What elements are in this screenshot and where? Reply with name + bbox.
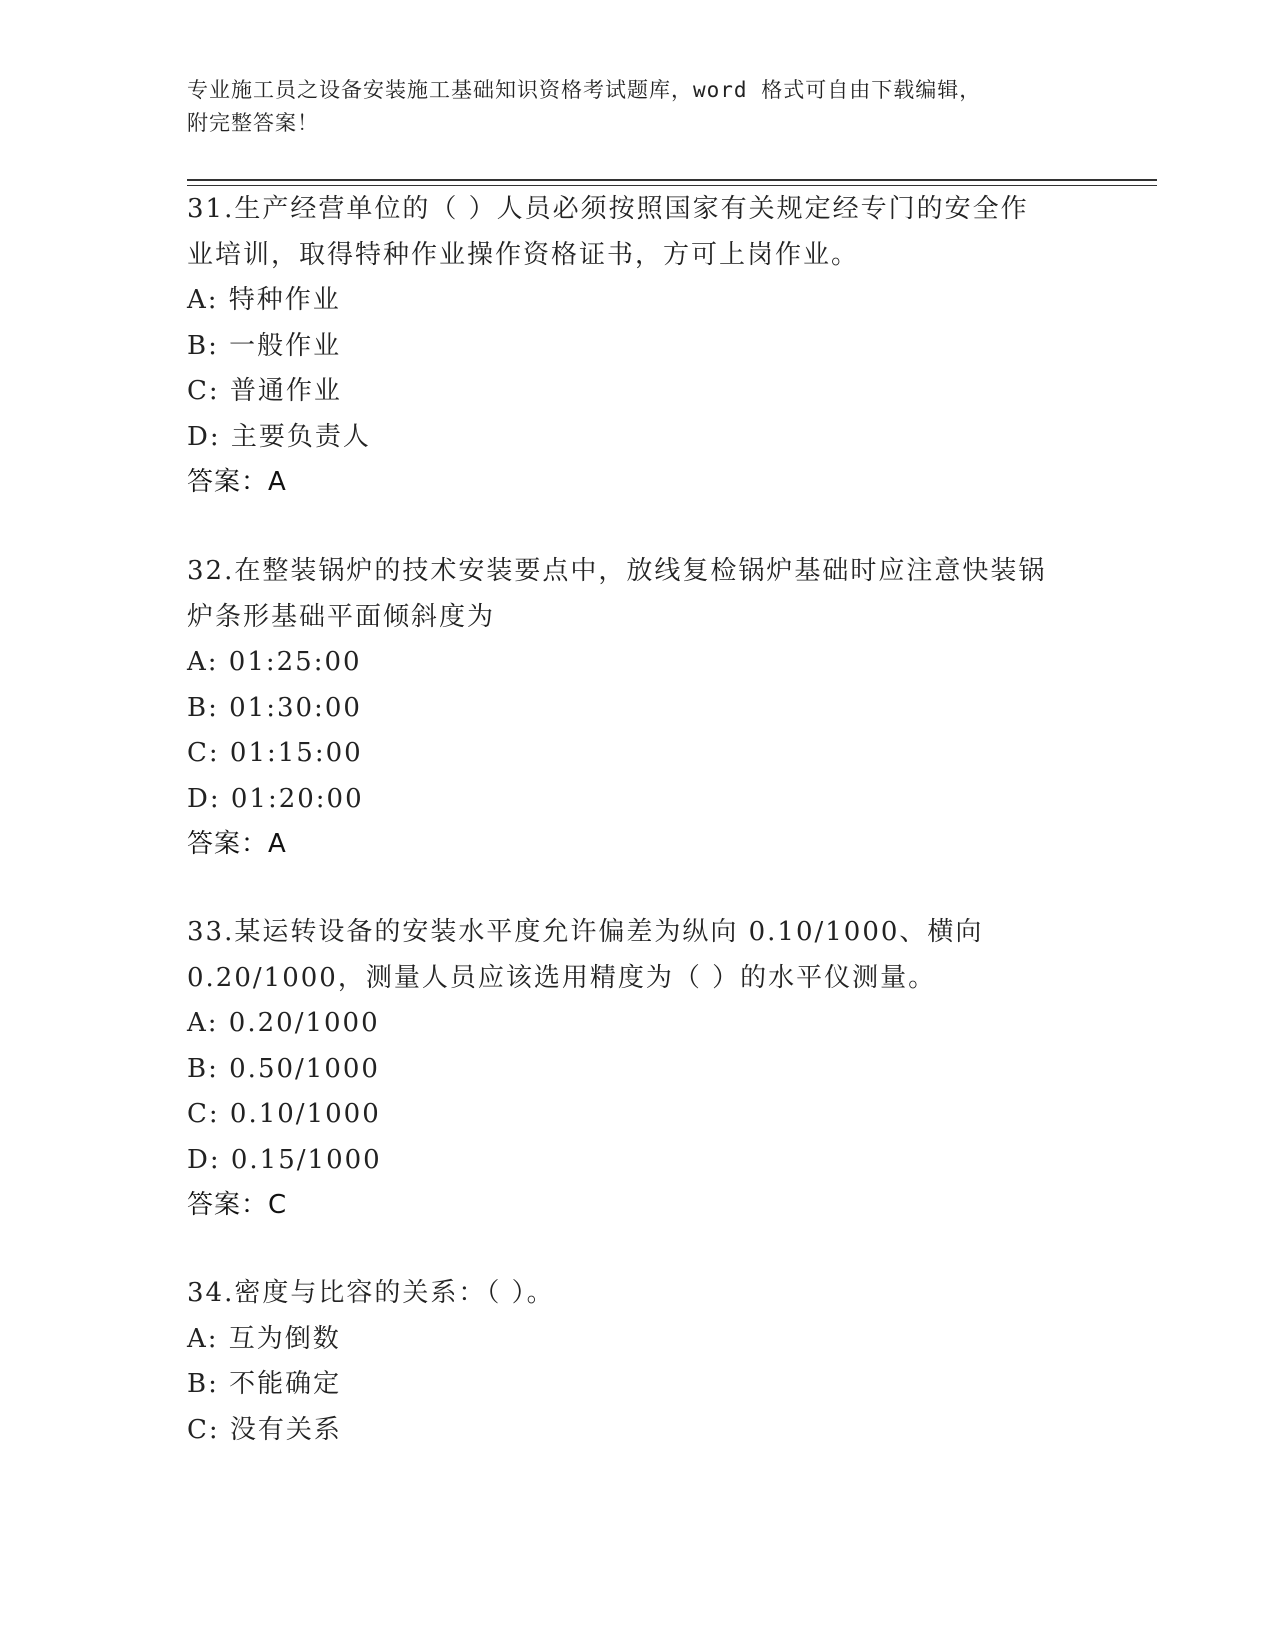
option-b: B: 0.50/1000 <box>187 1053 380 1084</box>
option-a: A: 0.20/1000 <box>187 1008 380 1038</box>
question-stem: 炉条形基础平面倾斜度为 <box>187 601 496 632</box>
option-d: D: 01:20:00 <box>187 783 364 814</box>
option-d: D: 0.15/1000 <box>187 1144 382 1175</box>
option-a: A: 互为倒数 <box>187 1323 341 1354</box>
header-line-1: 专业施工员之设备安装施工基础知识资格考试题库，word 格式可自由下载编辑， <box>187 78 982 102</box>
question-stem: 31.生产经营单位的（ ）人员必须按照国家有关规定经专门的安全作 <box>187 194 1029 224</box>
question-31 <box>187 187 1087 506</box>
option-a: A: 01:25:00 <box>187 647 362 677</box>
question-32 <box>187 549 1087 868</box>
header-line-2: 附完整答案！ <box>187 111 319 135</box>
question-34 <box>187 1271 1087 1453</box>
question-stem: 33.某运转设备的安装水平度允许偏差为纵向 0.10/1000、横向 <box>187 917 984 947</box>
answer: 答案：A <box>187 829 287 859</box>
question-33 <box>187 910 1087 1229</box>
option-b: B: 01:30:00 <box>187 692 362 723</box>
question-stem: 0.20/1000，测量人员应该选用精度为（ ）的水平仪测量。 <box>187 962 937 993</box>
option-c: C: 普通作业 <box>187 376 342 406</box>
option-b: B: 不能确定 <box>187 1369 342 1399</box>
option-c: C: 没有关系 <box>187 1414 342 1445</box>
answer: 答案：C <box>187 1190 288 1220</box>
option-b: B: 一般作业 <box>187 330 342 361</box>
option-c: C: 0.10/1000 <box>187 1099 381 1129</box>
option-c: C: 01:15:00 <box>187 738 363 768</box>
option-a: A: 特种作业 <box>187 285 341 315</box>
document-header <box>187 74 1087 140</box>
question-stem: 34.密度与比容的关系：（ ）。 <box>187 1278 555 1308</box>
header-divider-thick <box>187 179 1157 181</box>
question-stem: 业培训，取得特种作业操作资格证书，方可上岗作业。 <box>187 239 860 270</box>
answer: 答案：A <box>187 467 287 497</box>
option-d: D: 主要负责人 <box>187 421 371 452</box>
question-stem: 32.在整装锅炉的技术安装要点中，放线复检锅炉基础时应注意快装锅 <box>187 556 1047 586</box>
header-divider-thin <box>187 185 1157 186</box>
